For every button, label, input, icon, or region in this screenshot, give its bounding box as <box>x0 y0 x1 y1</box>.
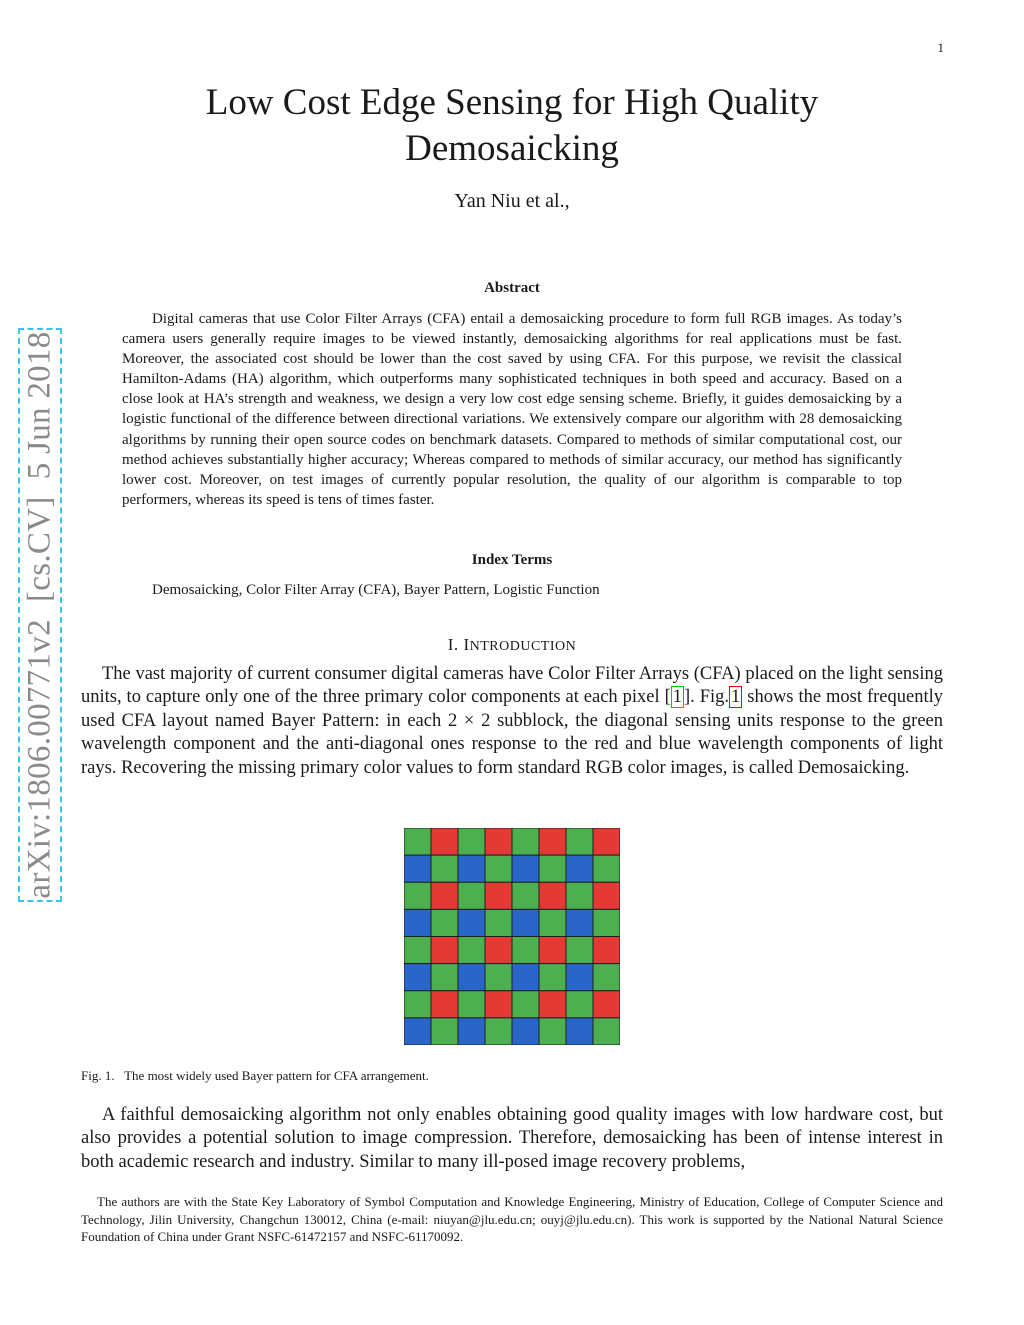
bayer-cell-green <box>485 1018 512 1045</box>
bayer-cell-red <box>593 882 620 909</box>
bayer-cell-green <box>539 964 566 991</box>
intro-paragraph-1 <box>81 663 943 780</box>
page-number: 1 <box>937 40 944 55</box>
index-terms: Demosaicking, Color Filter Array (CFA), Bayer Pattern, Logistic Function <box>152 582 600 598</box>
section-heading <box>80 635 944 655</box>
bayer-cell-green <box>539 909 566 936</box>
section-title-first: I <box>463 635 470 654</box>
bayer-cell-green <box>458 937 485 964</box>
bayer-cell-red <box>539 991 566 1018</box>
bayer-cell-green <box>485 909 512 936</box>
bayer-cell-green <box>458 828 485 855</box>
bayer-cell-green <box>539 1018 566 1045</box>
bayer-cell-green <box>404 882 431 909</box>
bayer-cell-green <box>593 909 620 936</box>
bayer-cell-green <box>593 964 620 991</box>
bayer-cell-green <box>458 882 485 909</box>
bayer-cell-green <box>512 882 539 909</box>
bayer-cell-red <box>431 882 458 909</box>
bayer-cell-blue <box>458 855 485 882</box>
bayer-cell-green <box>404 991 431 1018</box>
bayer-cell-red <box>593 828 620 855</box>
authors: Yan Niu et al., <box>454 190 570 212</box>
bayer-cell-red <box>593 991 620 1018</box>
section-number: I. <box>447 635 459 654</box>
bayer-cell-green <box>485 964 512 991</box>
arxiv-id: arXiv:1806.00771v2 [cs.CV] 5 Jun 2018 <box>21 331 58 899</box>
bayer-cell-red <box>485 882 512 909</box>
bayer-cell-green <box>404 828 431 855</box>
bayer-cell-blue <box>404 855 431 882</box>
paper-title <box>80 80 944 172</box>
arxiv-stamp[interactable] <box>18 328 62 902</box>
bayer-cell-green <box>404 937 431 964</box>
bayer-cell-green <box>431 909 458 936</box>
index-terms-heading: Index Terms <box>471 552 553 568</box>
intro-paragraph-2: A faithful demosaicking algorithm not only enables obtaining good quality images with low hardware cost, but also provides a potential solution to image compression. Therefore, demosaicking has been of intense interest in both academic research and industry. Similar to many ill-posed image recovery problems, <box>81 1105 943 1172</box>
bayer-cell-blue <box>512 964 539 991</box>
intro-p1-part1: The vast majority of current consumer digital cameras have Color Filter Arrays (CFA) placed on the light sensing units, to capture only one of the three primary color components at each pixel [ <box>81 664 943 708</box>
bayer-pattern-figure <box>404 828 620 1045</box>
bayer-cell-blue <box>458 964 485 991</box>
figure-caption: Fig. 1. The most widely used Bayer pattern for CFA arrangement. <box>81 1068 429 1083</box>
bayer-cell-green <box>512 828 539 855</box>
bayer-cell-blue <box>404 1018 431 1045</box>
bayer-cell-blue <box>566 855 593 882</box>
bayer-cell-green <box>566 882 593 909</box>
bayer-cell-blue <box>458 909 485 936</box>
bayer-cell-red <box>539 882 566 909</box>
bayer-cell-green <box>485 855 512 882</box>
intro-p1-part2: ]. Fig. <box>684 687 730 708</box>
abstract-heading: Abstract <box>484 280 540 296</box>
intro-p1-part3: shows the most frequently used CFA layout named Bayer Pattern: in each 2 × 2 subblock, the diagonal sensing units response to the green wavelength component and the anti-diagonal ones response to the red and blue wavelength components of light rays. Recovering the missing primary color values to form standard RGB color images, is called Demosaicking. <box>81 687 943 778</box>
figure-link-1[interactable]: 1 <box>731 687 741 708</box>
bayer-cell-green <box>566 991 593 1018</box>
bayer-cell-blue <box>512 1018 539 1045</box>
bayer-cell-blue <box>458 1018 485 1045</box>
bayer-cell-green <box>539 855 566 882</box>
bayer-cell-green <box>512 991 539 1018</box>
bayer-cell-red <box>485 991 512 1018</box>
section-title-rest: NTRODUCTION <box>469 639 577 654</box>
bayer-cell-red <box>539 828 566 855</box>
bayer-cell-red <box>431 937 458 964</box>
bayer-cell-red <box>539 937 566 964</box>
author-footnote: The authors are with the State Key Laboratory of Symbol Computation and Knowledge Engineering, Ministry of Education, College of Computer Science and Technology, Jilin University, Changchun 130012, China (e-mail: niuyan@jlu.edu.cn; ouyj@jlu.edu.cn). This work is supported by the National Natural Science Foundation of China under Grant NSFC-61472157 and NSFC-61170092. <box>81 1194 943 1244</box>
bayer-cell-green <box>566 828 593 855</box>
bayer-cell-green <box>431 855 458 882</box>
bayer-cell-blue <box>404 909 431 936</box>
bayer-cell-red <box>485 828 512 855</box>
bayer-cell-blue <box>566 909 593 936</box>
bayer-cell-red <box>431 991 458 1018</box>
bayer-cell-blue <box>512 909 539 936</box>
bayer-cell-green <box>431 1018 458 1045</box>
bayer-cell-red <box>593 937 620 964</box>
bayer-cell-green <box>593 855 620 882</box>
bayer-cell-blue <box>512 855 539 882</box>
bayer-cell-red <box>431 828 458 855</box>
abstract-text: Digital cameras that use Color Filter Arrays (CFA) entail a demosaicking procedure to form full RGB images. As today’s camera users generally require images to be viewed instantly, demosaicking algorithms for real applications must be fast. Moreover, the associated cost should be lower than the cost saved by using CFA. For this purpose, we revisit the classical Hamilton-Adams (HA) algorithm, which outperforms many sophisticated techniques in both speed and accuracy. Based on a close look at HA’s strength and weakness, we design a very low cost edge sensing scheme. Briefly, it guides demosaicking by a logistic functional of the difference between directional variations. We extensively compare our algorithm with 28 demosaicking algorithms by running their open source codes on benchmark datasets. Compared to methods of similar computational cost, our method achieves substantially higher accuracy; Whereas compared to methods of similar accuracy, our method has significantly lower cost. Moreover, on test images of currently popular resolution, the quality of our algorithm is comparable to top performers, whereas its speed is tens of times faster. <box>122 311 902 508</box>
bayer-cell-blue <box>404 964 431 991</box>
title-line-1: Low Cost Edge Sensing for High Quality <box>205 82 819 123</box>
bayer-cell-red <box>485 937 512 964</box>
bayer-cell-green <box>431 964 458 991</box>
citation-link-1[interactable]: 1 <box>672 687 682 708</box>
bayer-cell-green <box>458 991 485 1018</box>
bayer-cell-blue <box>566 1018 593 1045</box>
title-line-2: Demosaicking <box>405 128 619 169</box>
bayer-cell-green <box>566 937 593 964</box>
bayer-cell-green <box>593 1018 620 1045</box>
bayer-cell-blue <box>566 964 593 991</box>
bayer-cell-green <box>512 937 539 964</box>
